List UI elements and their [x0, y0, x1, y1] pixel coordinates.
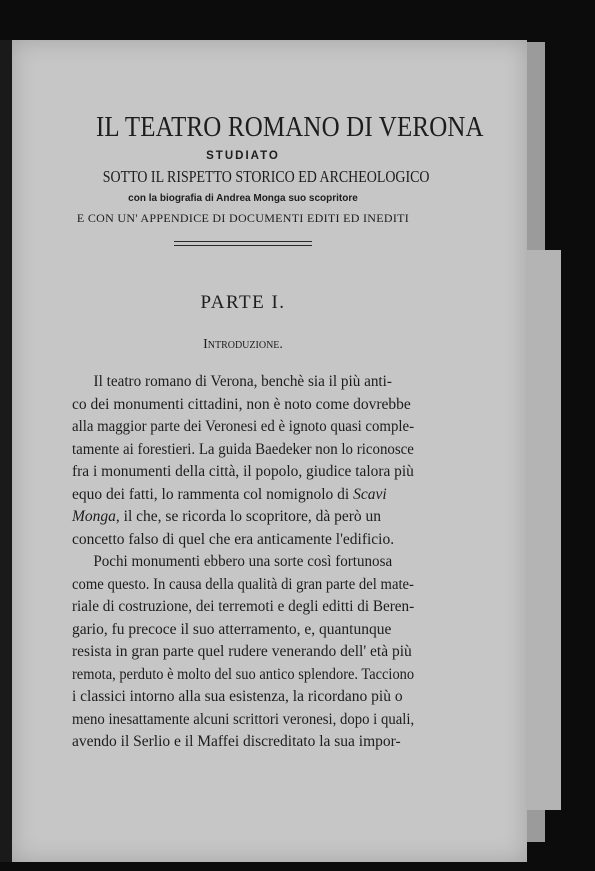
text-line: remota, perduto è molto del suo antico splendore. Tacciono — [72, 665, 415, 683]
text-line: i classici intorno alla sua esistenza, la ricordano più o — [72, 688, 403, 705]
text-line: gario, fu precoce il suo atterramento, e, quantunque — [72, 620, 392, 638]
text-line — [72, 484, 414, 507]
paragraph-2 — [72, 551, 414, 754]
book-back-pages-lower — [522, 250, 561, 810]
text-line: meno inesattamente alcuni scrittori veronesi, dopo i quali, — [72, 710, 415, 728]
text-line: concetto falso di quel che era anticamente l'edificio. — [72, 530, 395, 548]
subtitle-appendice: E CON UN' APPENDICE DI DOCUMENTI EDITI ED INEDITI — [76, 211, 410, 225]
document-title: IL TEATRO ROMANO DI VERONA — [95, 111, 484, 143]
title-divider — [174, 241, 312, 246]
text-fragment: equo dei fatti, lo rammenta col nomignolo di — [72, 485, 354, 503]
text-line: fra i monumenti della città, il popolo, giudice talora più — [72, 463, 414, 480]
paragraph-1 — [72, 371, 414, 551]
subtitle-biografia: con la biografia di Andrea Monga suo scopritore — [128, 193, 358, 204]
subtitle-studiato: STUDIATO — [206, 150, 280, 162]
text-line: riale di costruzione, dei terremoti e degli editti di Beren- — [72, 598, 415, 615]
subtitle-sotto: SOTTO IL RISPETTO STORICO ED ARCHEOLOGICO — [102, 167, 430, 186]
text-fragment: , il che, se ricorda lo scopritore, dà però un — [115, 508, 382, 525]
text-line: tamente ai forestieri. La guida Baedeker non lo riconosce — [72, 440, 414, 458]
text-line: co dei monumenti cittadini, non è noto come dovrebbe — [72, 395, 411, 413]
text-line: resista in gran parte quel rudere venerando dell' età più — [72, 643, 412, 660]
text-line: come questo. In causa della qualità di gran parte del mate- — [72, 575, 414, 593]
text-line — [72, 506, 414, 529]
text-line: avendo il Serlio e il Maffei discreditato la sua impor- — [72, 733, 401, 750]
text-line: alla maggior parte dei Veronesi ed è ignoto quasi comple- — [72, 418, 415, 435]
text-line: Il teatro romano di Verona, benchè sia il più anti- — [93, 373, 392, 390]
italic-text: Scavi — [353, 485, 387, 503]
part-heading: PARTE I. — [200, 292, 286, 313]
page-content — [72, 110, 484, 754]
italic-text: Monga — [72, 508, 116, 525]
book-binding-edge — [0, 40, 12, 862]
section-heading: Introduzione. — [203, 337, 283, 352]
text-line: Pochi monumenti ebbero una sorte così fortunosa — [93, 553, 393, 570]
